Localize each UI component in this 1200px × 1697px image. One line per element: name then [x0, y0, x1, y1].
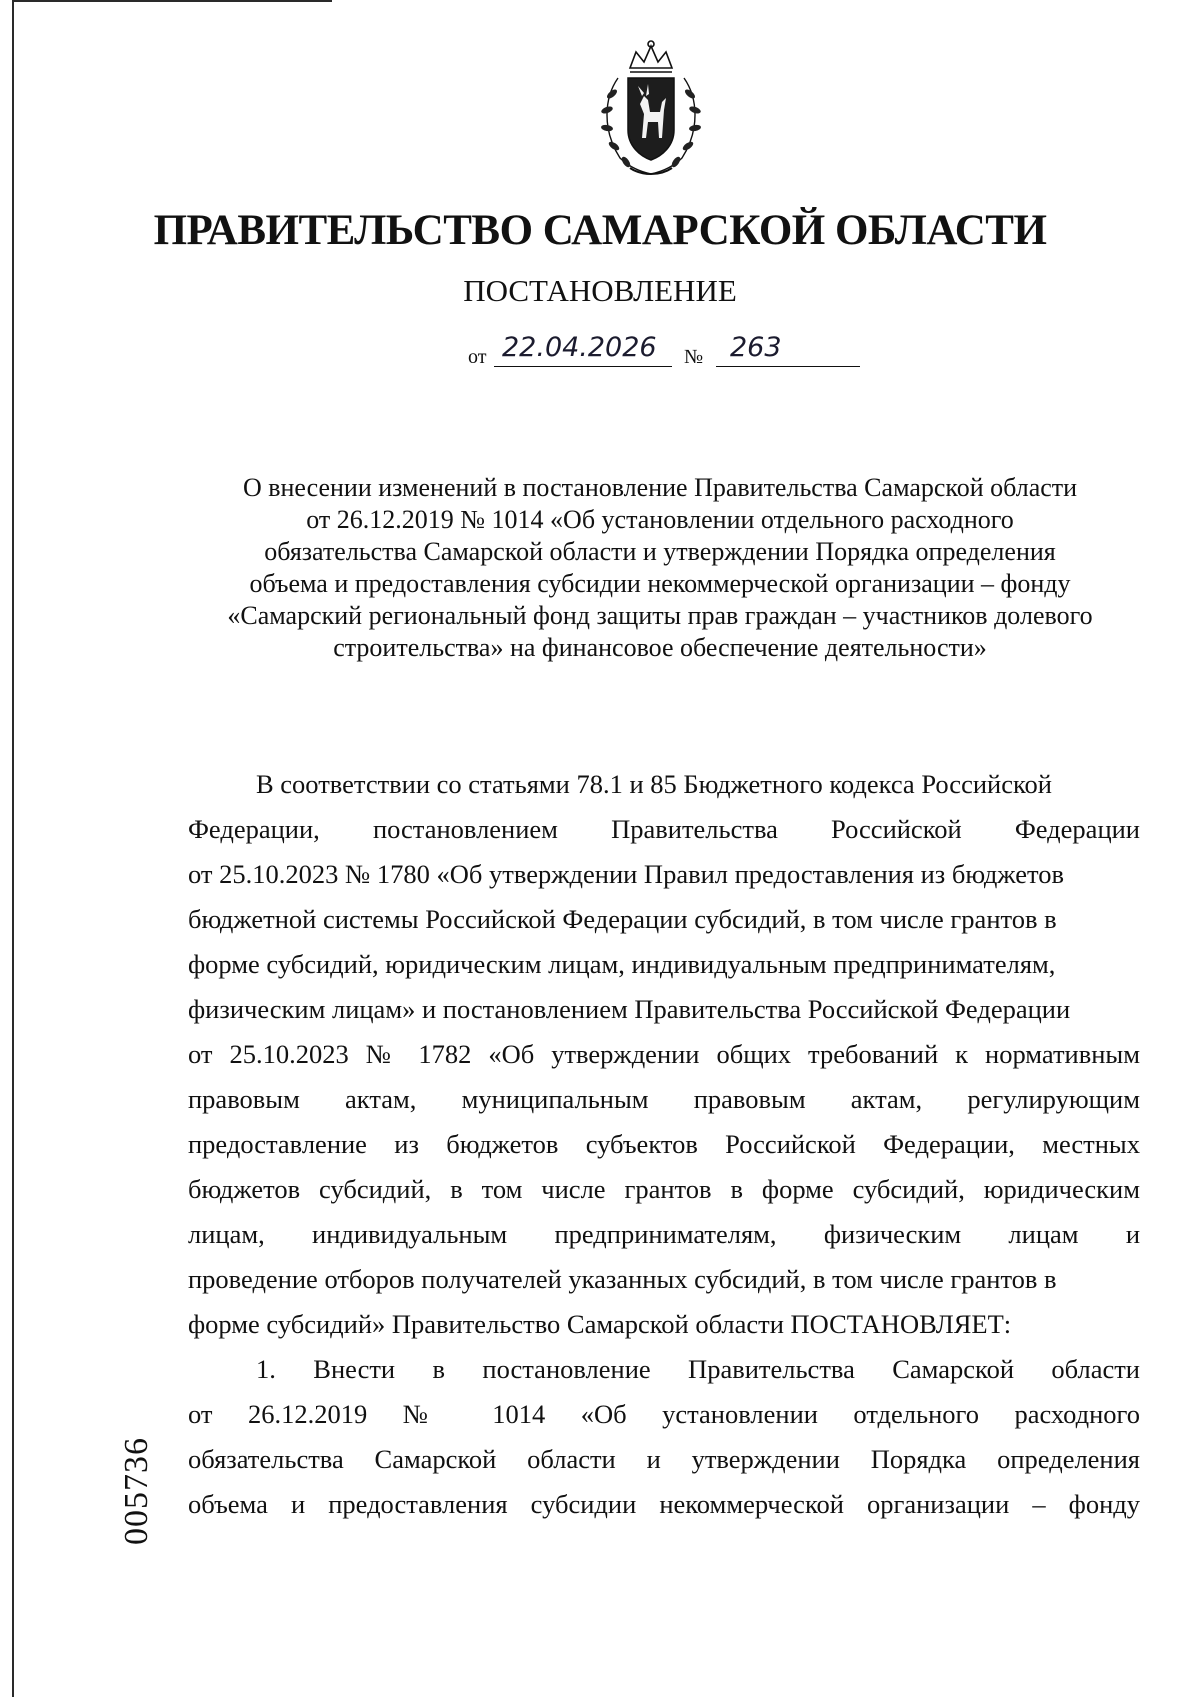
- body-line: объема и предоставления субсидии некоммерческой организации – фонду: [188, 1489, 1140, 1519]
- body-line: бюджетной системы Российской Федерации субсидий, в том числе грантов в: [188, 904, 1057, 934]
- document-subject: [180, 472, 1140, 664]
- body-line: от 26.12.2019 № 1014 «Об установлении отдельного расходного: [188, 1399, 1140, 1429]
- body-line: форме субсидий, юридическим лицам, индивидуальным предпринимателям,: [188, 949, 1056, 979]
- scan-edge-top: [12, 0, 332, 2]
- date-number-line: [468, 332, 868, 372]
- body-line: предоставление из бюджетов субъектов Российской Федерации, местных: [188, 1129, 1140, 1159]
- margin-stamp-number: 005736: [118, 1437, 155, 1545]
- body-line: В соответствии со статьями 78.1 и 85 Бюджетного кодекса Российской: [256, 769, 1052, 799]
- document-type: ПОСТАНОВЛЕНИЕ: [463, 273, 737, 308]
- government-title: ПРАВИТЕЛЬСТВО САМАРСКОЙ ОБЛАСТИ: [153, 207, 1047, 254]
- document-date: 22.04.2026: [494, 332, 672, 367]
- subject-line: «Самарский региональный фонд защиты прав граждан – участников долевого: [227, 601, 1093, 630]
- body-line: от 25.10.2023 № 1780 «Об утверждении Правил предоставления из бюджетов: [188, 859, 1065, 889]
- body-line: Федерации, постановлением Правительства Российской Федерации: [188, 814, 1140, 844]
- date-prefix: от: [468, 346, 487, 368]
- subject-line: от 26.12.2019 № 1014 «Об установлении отдельного расходного: [306, 505, 1014, 534]
- subject-line: объема и предоставления субсидии некоммерческой организации – фонду: [249, 569, 1071, 598]
- body-line: бюджетов субсидий, в том числе грантов в форме субсидий, юридическим: [188, 1174, 1140, 1204]
- body-line: проведение отборов получателей указанных субсидий, в том числе грантов в: [188, 1264, 1057, 1294]
- body-line: правовым актам, муниципальным правовым актам, регулирующим: [188, 1084, 1140, 1114]
- body-line: форме субсидий» Правительство Самарской области ПОСТАНОВЛЯЕТ:: [188, 1309, 1012, 1339]
- subject-line: О внесении изменений в постановление Правительства Самарской области: [242, 473, 1078, 502]
- document-number: 263: [716, 332, 860, 367]
- body-line: физическим лицам» и постановлением Правительства Российской Федерации: [188, 994, 1071, 1024]
- subject-line: обязательства Самарской области и утверждении Порядка определения: [264, 537, 1056, 566]
- body-line: 1. Внести в постановление Правительства Самарской области: [256, 1354, 1140, 1384]
- body-line: лицам, индивидуальным предпринимателям, физическим лицам и: [188, 1219, 1140, 1249]
- samara-coat-of-arms-icon: [590, 38, 712, 180]
- subject-line: строительства» на финансовое обеспечение деятельности»: [333, 633, 987, 662]
- body-line: от 25.10.2023 № 1782 «Об утверждении общих требований к нормативным: [188, 1039, 1140, 1069]
- number-prefix: №: [684, 346, 704, 368]
- body-line: обязательства Самарской области и утверждении Порядка определения: [188, 1444, 1140, 1474]
